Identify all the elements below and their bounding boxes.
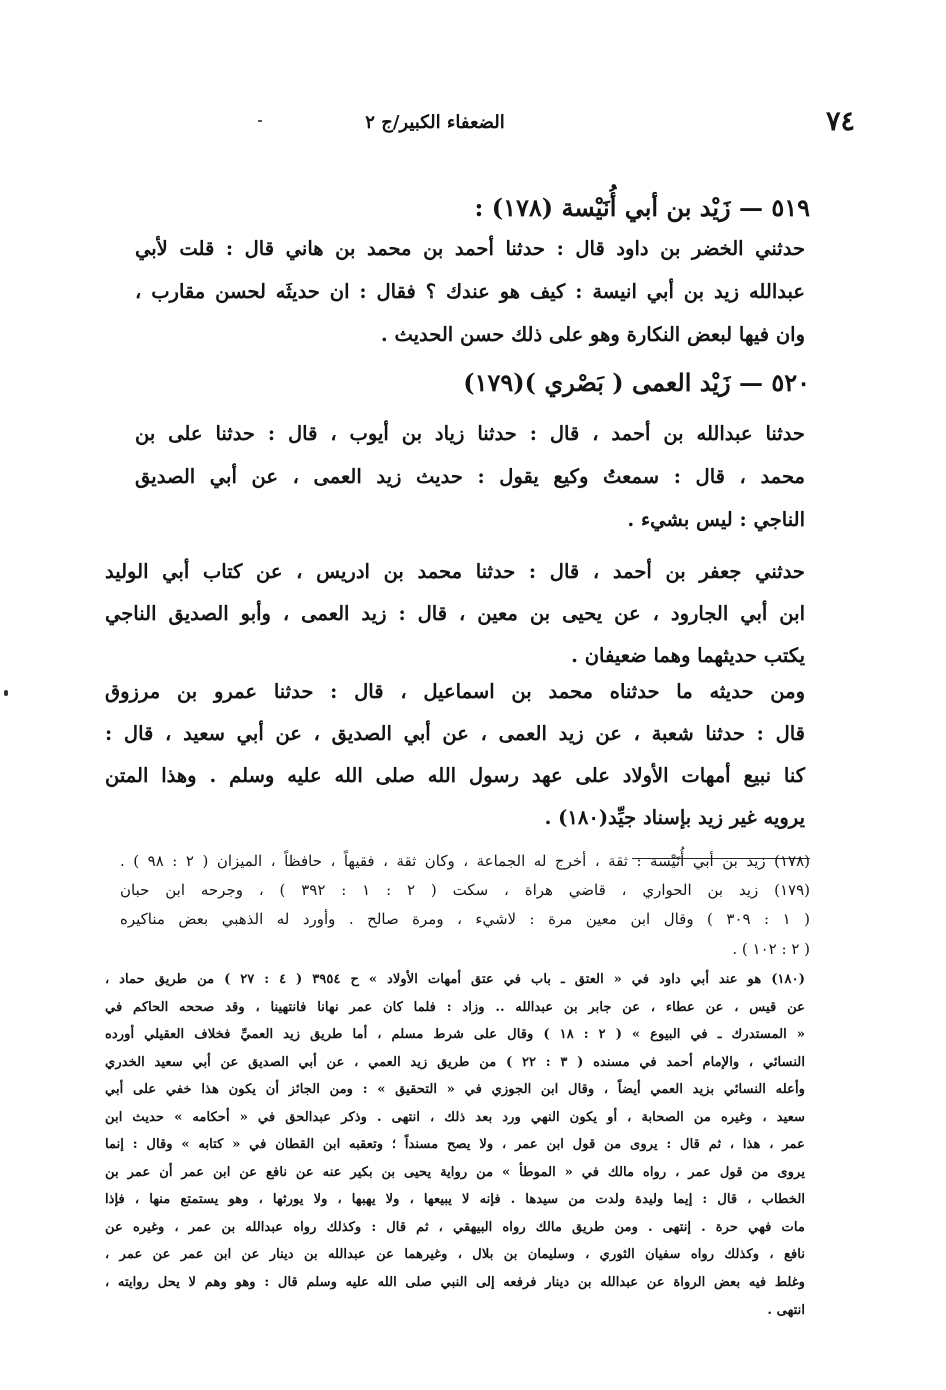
text-line: يكتب حديثهما وهما ضعيفان .	[571, 644, 805, 667]
entry-title: ٥٢٠ — زَيْد العمى ( بَصْري )(١٧٩)	[463, 368, 810, 397]
footnote-line: يروى من قول عمر ، رواه مالك في « الموطأ » من رواية يحيى بن بكير عنه عن نافع عن ابن عمر أن عمر بن	[105, 1165, 805, 1180]
footnote-line: (١٧٨) زيد بن أبي أُنَيْسة : ثقة ، أخرج له الجماعة ، وكان ثقة ، فقيهاً ، حافظاً ، الميزان ( ٢ : ٩٨ ) .	[120, 852, 811, 870]
footnote-line: (١٨٠) هو عند أبي داود في « العتق ـ باب في عتق أمهات الأولاد » ح ٣٩٥٤ ( ٤ : ٢٧ ) من طريق حماد ،	[105, 972, 805, 987]
text-line: ابن أبي الجارود ، عن يحيى بن معين ، قال : زيد العمى ، وأبو الصديق الناجي	[105, 602, 805, 625]
text-line: ومن حديثه ما حدثناه محمد بن اسماعيل ، قال : حدثنا عمرو بن مرزوق	[105, 680, 805, 703]
footnote-line: عن قيس ، عن عطاء ، عن جابر بن عبدالله .. وزاد : فلما كان عمر نهانا فانتهينا ، وقد صححه الحاكم في	[105, 1000, 805, 1015]
footnote-line: مات فهي حرة . إنتهى . ومن طريق مالك رواه البيهقي ، ثم قال : وكذلك رواه عبدالله بن عمر ، وغيره عن	[105, 1220, 805, 1235]
footnote-line: الخطاب ، قال : إيما وليدة ولدت من سيدها . فإنه لا يبيعها ، ولا يهبها ، ولا يورثها ، وهو يستمتع منها ، فإذا	[105, 1192, 805, 1207]
entry-title: ٥١٩ — زَيْد بن أبي أُنَيْسة (١٧٨) :	[474, 193, 810, 222]
footnote-line: عمر ، هذا ، ثم قال : يروى من قول ابن عمر ، ولا يصح مسنداً ؛ وتعقبه ابن القطان في « كتابه » وقال : إنما	[105, 1137, 805, 1152]
footnote-line: وغلط فيه بعض الرواة عن عبدالله بن دينار فرفعه إلى النبي صلى الله عليه وسلم قال : وهو وهم لا يحل روايته ،	[105, 1275, 805, 1290]
ink-speck	[258, 120, 262, 122]
text-line: حدثنا عبدالله بن أحمد ، قال : حدثنا زياد بن أيوب ، قال : حدثنا على بن	[135, 422, 805, 445]
footnote-line: سعيد ، وغيره من الصحابة ، أو يكون النهي ورد بعد ذلك ، انتهى . وذكر عبدالحق في « أحكامه » حديث ابن	[105, 1110, 805, 1125]
ink-speck	[4, 690, 8, 696]
footnote-line: (١٧٩) زيد بن الحواري ، قاضي هراة ، سكت ( ٢ : ١ : ٣٩٢ ) ، وجرحه ابن حبان	[120, 881, 810, 899]
footnote-line: « المستدرك ـ في البيوع » ( ٢ : ١٨ ) وقال على شرط مسلم ، أما طريق زيد العميِّ فخلاف العقيلي أورده	[105, 1027, 805, 1042]
text-line: كنا نبيع أمهات الأولاد على عهد رسول الله صلى الله عليه وسلم . وهذا المتن	[105, 764, 805, 787]
footnote-line: النسائي ، والإمام أحمد في مسنده ( ٣ : ٢٢ ) من طريق زيد العمي ، عن أبي الصديق عن أبي سعيد الخدري	[105, 1055, 805, 1070]
text-line: وان فيها لبعض النكارة وهو على ذلك حسن الحديث .	[380, 323, 805, 346]
text-line: قال : حدثنا شعبة ، عن زيد العمى ، عن أبي الصديق ، عن أبي سعيد ، قال :	[105, 722, 805, 745]
footnote-line: وأعله النسائي بزيد العمي أيضاً ، وقال ابن الجوزي في « التحقيق » : ومن الجائز أن يكون هذا خفي على أبي	[105, 1082, 805, 1097]
text-line: يرويه غير زيد بإسناد جيِّد(١٨٠) .	[544, 806, 805, 829]
page-number: ٧٤	[825, 106, 855, 137]
text-line: حدثني جعفر بن أحمد ، قال : حدثنا محمد بن ادريس ، عن كتاب أبي الوليد	[105, 560, 805, 583]
footnote-line: نافع ، وكذلك رواه سفيان الثوري ، وسليمان بن بلال ، وغيرهما عن عبدالله بن دينار عن ابن عمر عن عمر ،	[105, 1247, 805, 1262]
footnote-line: ( ٢ : ١٠٢ ) .	[732, 940, 810, 958]
footnote-line: ( ١ : ٣٠٩ ) وقال ابن معين مرة : لاشيء ، ومرة صالح . وأورد له الذهبي بعض مناكيره	[120, 910, 811, 928]
text-line: حدثني الخضر بن داود قال : حدثنا أحمد بن محمد بن هاني قال : قلت لأبي	[135, 237, 805, 260]
text-line: عبدالله زيد بن أبي انيسة : كيف هو عندك ؟ فقال : ان حديثَه لحسن مقارب ،	[135, 280, 805, 303]
running-title: الضعفاء الكبير/ج ٢	[365, 112, 505, 133]
footnote-line: انتهى .	[767, 1303, 805, 1318]
text-line: الناجي : ليس بشيء .	[627, 508, 805, 531]
text-line: محمد ، قال : سمعتُ وكيع يقول : حديث زيد العمى ، عن أبي الصديق	[135, 465, 805, 488]
